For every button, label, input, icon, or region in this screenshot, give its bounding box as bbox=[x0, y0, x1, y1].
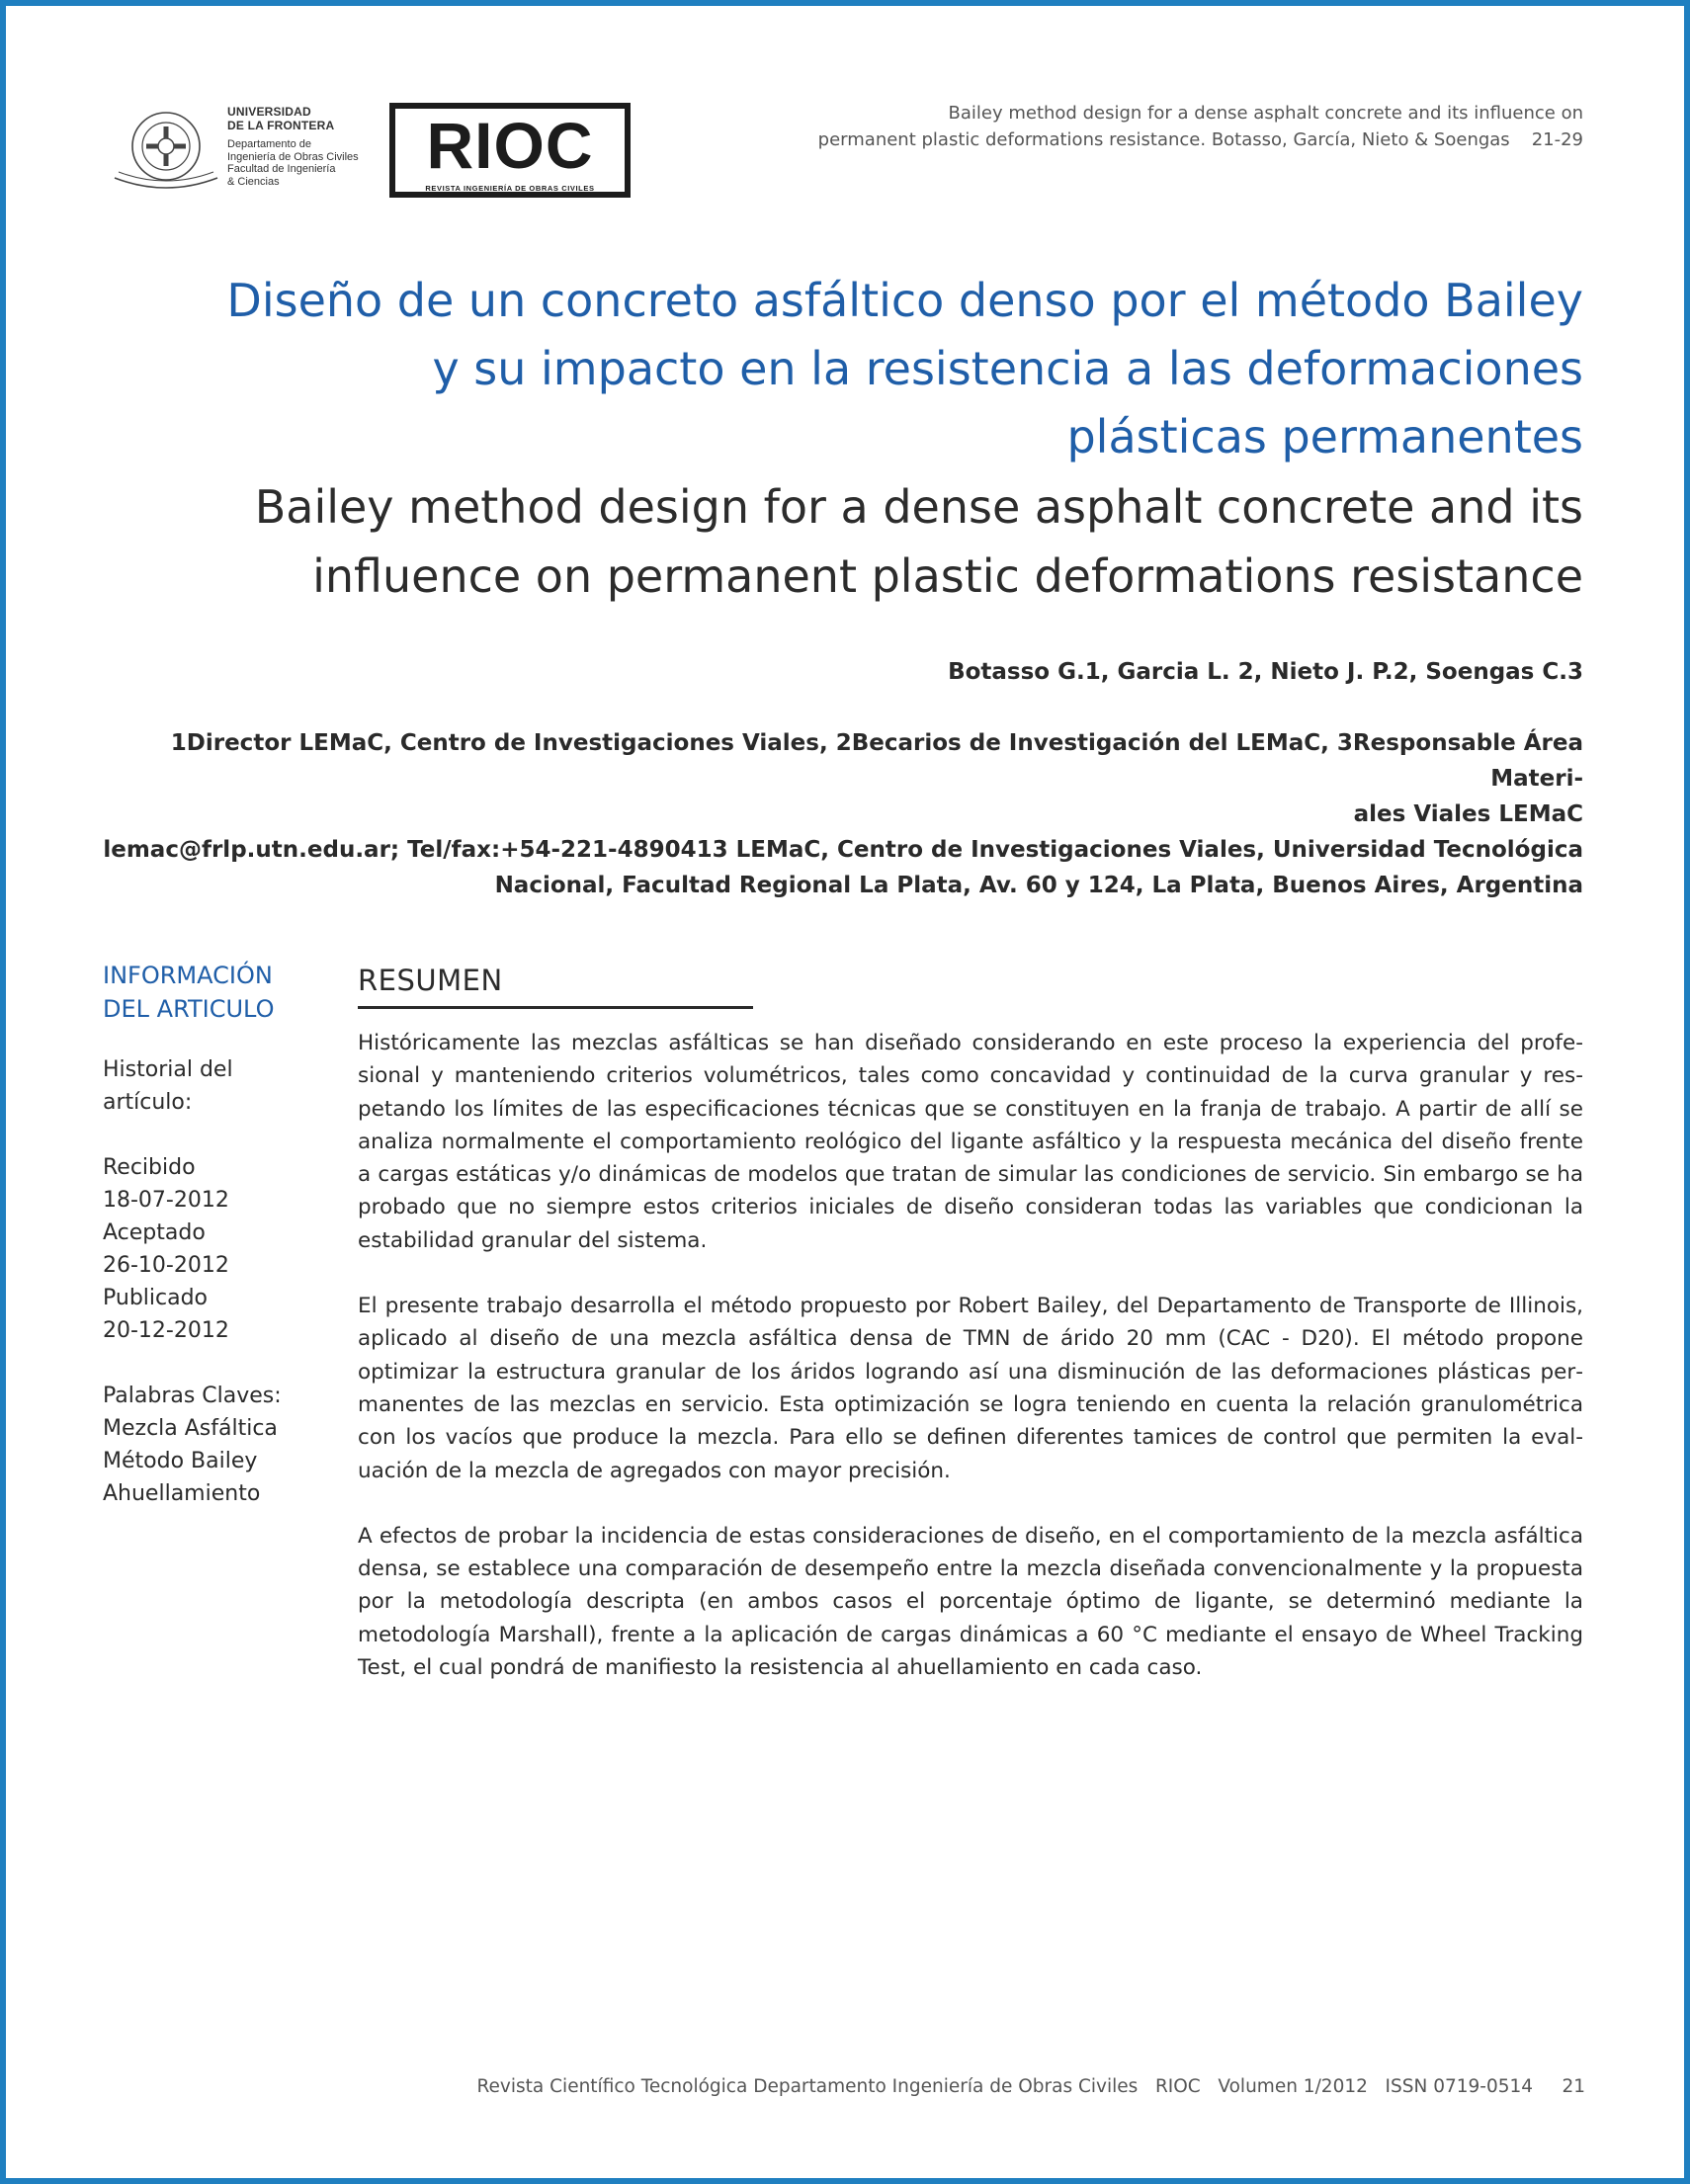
footer-volume: Volumen 1/2012 bbox=[1218, 2076, 1368, 2097]
department-line: Departamento de bbox=[227, 138, 311, 150]
footer-journal: Revista Científico Tecnológica Departamento Ingeniería de Obras Civiles bbox=[476, 2076, 1139, 2097]
title-spanish bbox=[150, 267, 1583, 471]
article-info-heading-line1: INFORMACIÓN bbox=[103, 962, 273, 989]
university-name-line2: DE LA FRONTERA bbox=[227, 119, 335, 132]
keyword: Ahuellamiento bbox=[103, 1481, 261, 1506]
published-label: Publicado bbox=[103, 1286, 209, 1310]
title-english-line: influence on permanent plastic deformations resistance bbox=[312, 549, 1583, 603]
affiliation-line: lemac@frlp.utn.edu.ar; Tel/fax:+54-221-4890413 LEMaC, Centro de Investigaciones Viales, Universidad Tecnológica bbox=[103, 837, 1583, 863]
affiliations bbox=[101, 725, 1583, 903]
department-line: & Ciencias bbox=[227, 175, 280, 188]
abstract-paragraph: A efectos de probar la incidencia de estas consideraciones de diseño, en el comportamiento de la mezcla asfáltica densa, se establece una comparación de desempeño entre la mezcla diseñada convencionalmente y la propuesta por la metodología descripta (en ambos casos el porcentaje óptimo de ligante, se determinó mediante la metodología Marshall), frente a la aplicación de cargas dinámicas a 60 °C mediante el ensayo de Wheel Tracking Test, el cual pondrá de manifiesto la resistencia al ahuellamiento en cada caso. bbox=[358, 1523, 1583, 1681]
abstract-heading-rule bbox=[358, 1006, 753, 1009]
received-date: 18-07-2012 bbox=[103, 1188, 229, 1213]
history-label-line1: Historial del bbox=[103, 1057, 233, 1082]
article-info-heading bbox=[103, 959, 300, 1026]
rioc-logo-word: RIOC bbox=[426, 109, 594, 182]
published-date: 20-12-2012 bbox=[103, 1318, 229, 1343]
university-name-line1: UNIVERSIDAD bbox=[227, 105, 311, 119]
running-head-pages: 21-29 bbox=[1531, 129, 1583, 150]
university-seal-logo bbox=[111, 107, 221, 196]
running-head bbox=[793, 100, 1583, 153]
affiliation-line: Nacional, Facultad Regional La Plata, Av. 60 y 124, La Plata, Buenos Aires, Argentina bbox=[494, 873, 1583, 898]
running-head-line1: Bailey method design for a dense asphalt concrete and its influence on bbox=[948, 103, 1583, 124]
affiliation-line: 1Director LEMaC, Centro de Investigaciones Viales, 2Becarios de Investigación del LEMaC, 3Responsable Área Materi- bbox=[170, 730, 1583, 792]
abstract-paragraph: Históricamente las mezclas asfálticas se han diseñado considerando en este proceso la experiencia del profesional y manteniendo criterios volumétricos, tales como concavidad y continuidad de la curva granular y respetando los límites de las especificaciones técnicas que se constituyen en la franja de trabajo. A partir de allí se analiza normalmente el comportamiento reológico del ligante asfáltico y la respuesta mecánica del diseño frente a cargas estáticas y/o dinámicas de modelos que tratan de simular las condiciones de servicio. Sin embargo se ha probado que no siempre estos criterios iniciales de diseño consideran todas las variables que condicionan la estabilidad granular del sistema. bbox=[358, 1031, 1583, 1253]
received-label: Recibido bbox=[103, 1155, 196, 1180]
department-line: Ingeniería de Obras Civiles bbox=[227, 150, 359, 163]
footer-issn: ISSN 0719-0514 bbox=[1385, 2076, 1534, 2097]
page-footer bbox=[202, 2075, 1585, 2099]
article-info-heading-line2: DEL ARTICULO bbox=[103, 995, 275, 1023]
title-english bbox=[150, 472, 1583, 611]
footer-page-number: 21 bbox=[1562, 2076, 1585, 2097]
affiliation-line: ales Viales LEMaC bbox=[1353, 801, 1583, 827]
abstract-paragraph: El presente trabajo desarrolla el método propuesto por Robert Bailey, del Departamento de Transporte de Illinois, aplicado al diseño de una mezcla asfáltica densa de TMN de árido 20 mm (CAC - D20). El método propone optimizar la estructura granular de los áridos logrando así una disminución de las deformaciones plásticas permanentes de las mezclas en servicio. Esta optimización se logra teniendo en cuenta la relación granulométrica con los vacíos que produce la mezcla. Para ello se definen diferentes tamices de control que permiten la evaluación de la mezcla de agregados con mayor precisión. bbox=[358, 1294, 1583, 1483]
keyword: Mezcla Asfáltica bbox=[103, 1416, 278, 1441]
authors: Botasso G.1, Garcia L. 2, Nieto J. P.2, Soengas C.3 bbox=[948, 659, 1583, 685]
keywords-label: Palabras Claves: bbox=[103, 1384, 282, 1408]
university-name-block bbox=[227, 105, 395, 188]
title-spanish-line: y su impacto en la resistencia a las deformaciones bbox=[432, 342, 1583, 395]
accepted-date: 26-10-2012 bbox=[103, 1253, 229, 1278]
department-line: Facultad de Ingeniería bbox=[227, 163, 336, 175]
title-english-line: Bailey method design for a dense asphalt concrete and its bbox=[254, 480, 1583, 534]
article-info-column bbox=[103, 959, 300, 1510]
title-spanish-line: Diseño de un concreto asfáltico denso por el método Bailey bbox=[226, 274, 1583, 327]
rioc-logo-subtitle: REVISTA INGENIERÍA DE OBRAS CIVILES bbox=[425, 184, 595, 193]
running-head-line2: permanent plastic deformations resistance. Botasso, García, Nieto & Soengas bbox=[817, 129, 1510, 150]
keyword: Método Bailey bbox=[103, 1449, 258, 1473]
title-spanish-line: plásticas permanentes bbox=[1066, 410, 1583, 463]
accepted-label: Aceptado bbox=[103, 1220, 206, 1245]
history-label-line2: artículo: bbox=[103, 1090, 193, 1115]
abstract-section bbox=[358, 961, 1583, 1717]
footer-acronym: RIOC bbox=[1154, 2076, 1201, 2097]
abstract-heading: RESUMEN bbox=[358, 964, 503, 997]
rioc-logo bbox=[389, 103, 631, 198]
